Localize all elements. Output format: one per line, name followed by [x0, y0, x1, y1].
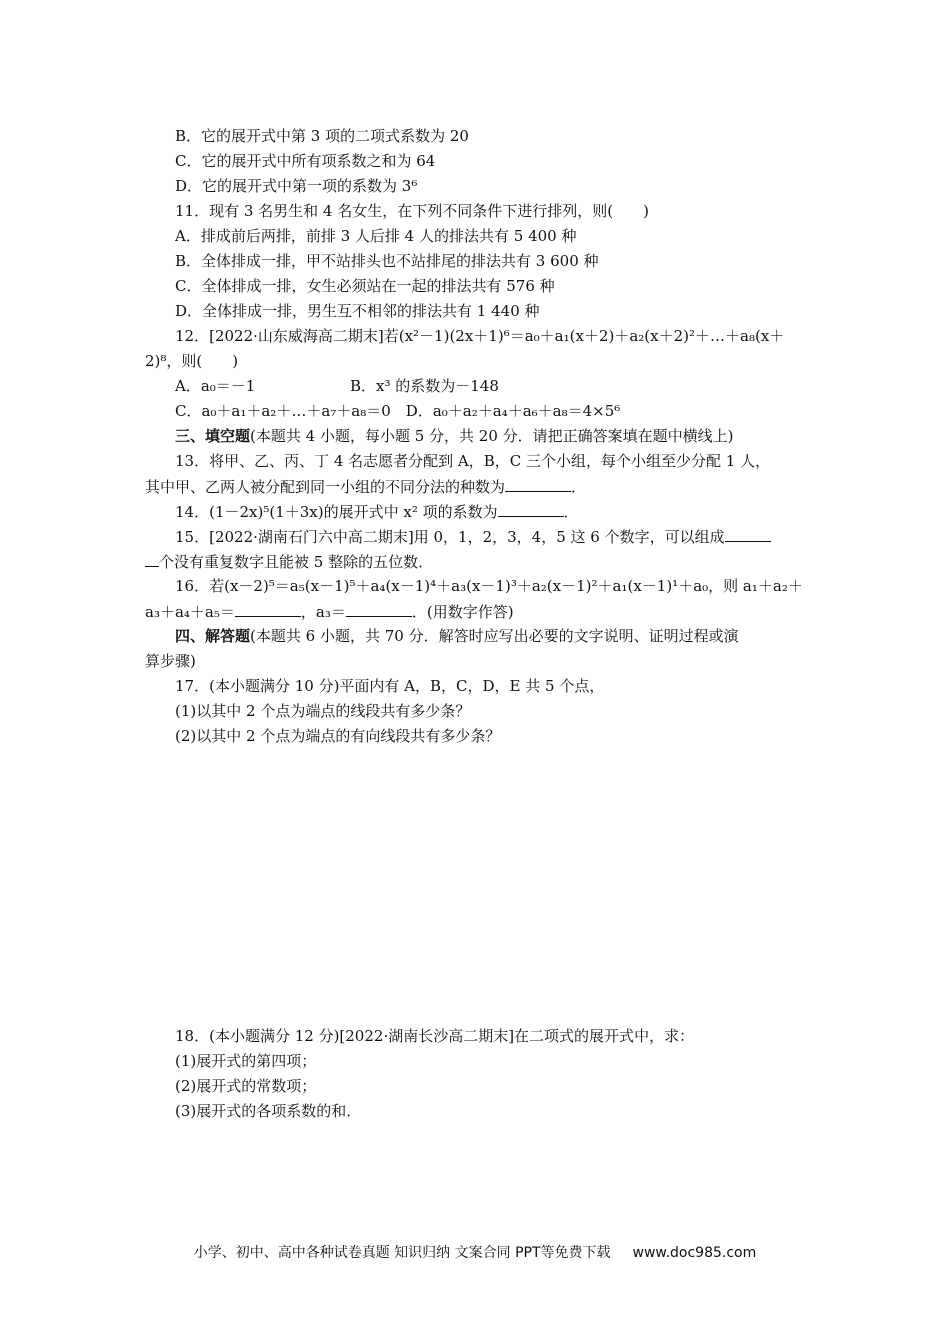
- q13-answer-blank: [505, 476, 571, 492]
- q16-answer-blank-2: [346, 601, 412, 617]
- q18-part2: (2)展开式的常数项；: [175, 1077, 317, 1095]
- q12-stem-line1: 12．[2022·山东威海高二期末]若(x²－1)(2x＋1)⁶＝a₀＋a₁(x＋2)＋a₂(x＋2)²＋…＋a₈(x＋: [175, 327, 785, 345]
- q17-stem: 17．(本小题满分 10 分)平面内有 A，B，C，D，E 共 5 个点，: [175, 677, 605, 695]
- q17-part1: (1)以其中 2 个点为端点的线段共有多少条？: [175, 702, 471, 720]
- q11-option-b: B．全体排成一排，甲不站排头也不站排尾的排法共有 3 600 种: [175, 252, 599, 270]
- q12-options-cd: C．a₀＋a₁＋a₂＋…＋a₇＋a₈＝0 D．a₀＋a₂＋a₄＋a₆＋a₈＝4×5⁶: [175, 402, 621, 420]
- q13-line1: 13．将甲、乙、丙、丁 4 名志愿者分配到 A，B，C 三个小组，每个小组至少分配 1 人，: [175, 452, 771, 470]
- q17-part2: (2)以其中 2 个点为端点的有向线段共有多少条？: [175, 727, 501, 745]
- q16-text-b: ，a₃＝: [300, 603, 346, 621]
- footer-site-link[interactable]: www.doc985.com: [632, 1245, 757, 1261]
- q14-answer-blank: [498, 501, 564, 517]
- q11-option-c: C．全体排成一排，女生必须站在一起的排法共有 576 种: [175, 277, 555, 295]
- q12-option-a: A．a₀＝－1: [175, 377, 256, 395]
- q12-option-b: B．x³ 的系数为－148: [350, 377, 499, 395]
- footer-text: 小学、初中、高中各种试卷真题 知识归纳 文案合同 PPT等免费下载: [193, 1245, 611, 1261]
- footer: [0, 1243, 950, 1263]
- section4-title: 四、解答题: [175, 627, 251, 645]
- q16-answer-blank-1: [235, 601, 301, 617]
- q11-stem: 11．现有 3 名男生和 4 名女生，在下列不同条件下进行排列，则( ): [175, 202, 649, 220]
- q14-end: ．: [563, 503, 579, 521]
- q15-line1: [175, 526, 855, 547]
- q16-text-a: a₃＋a₄＋a₅＝: [145, 603, 235, 621]
- q15-line2: [145, 551, 825, 572]
- q15-text-end: 个没有重复数字且能被 5 整除的五位数．: [159, 553, 434, 571]
- section3-title: 三、填空题: [175, 427, 251, 445]
- q12-options-ab: [175, 376, 855, 396]
- q18-part3: (3)展开式的各项系数的和．: [175, 1102, 362, 1120]
- q15-text: 15．[2022·湖南石门六中高二期末]用 0，1，2，3，4，5 这 6 个数字，可以组成: [175, 528, 725, 546]
- section4-desc-line2: 算步骤): [145, 652, 196, 670]
- q11-option-a: A．排成前后两排，前排 3 人后排 4 人的排法共有 5 400 种: [175, 227, 577, 245]
- q18-part1: (1)展开式的第四项；: [175, 1052, 317, 1070]
- section4-heading: [175, 626, 855, 646]
- q18-stem: 18．(本小题满分 12 分)[2022·湖南长沙高二期末]在二项式的展开式中，求：: [175, 1027, 695, 1045]
- section3-heading: [175, 426, 855, 446]
- q13-text: 其中甲、乙两人被分配到同一小组的不同分法的种数为: [145, 478, 506, 496]
- q12-stem-line2: 2)⁸，则( ): [145, 352, 239, 370]
- q14-line: [175, 501, 855, 522]
- q11-option-d: D．全体排成一排，男生互不相邻的排法共有 1 440 种: [175, 302, 540, 320]
- q10-option-c: C．它的展开式中所有项系数之和为 64: [175, 152, 436, 170]
- q15-answer-blank-end: [145, 551, 159, 567]
- q16-line1: 16．若(x－2)⁵＝a₅(x－1)⁵＋a₄(x－1)⁴＋a₃(x－1)³＋a₂(x－1)²＋a₁(x－1)¹＋a₀，则 a₁＋a₂＋: [175, 577, 803, 595]
- q16-line2: [145, 601, 825, 622]
- q15-answer-blank-start: [725, 526, 771, 542]
- section4-desc: (本题共 6 小题，共 70 分．解答时应写出必要的文字说明、证明过程或演: [250, 627, 739, 645]
- section3-desc: (本题共 4 小题，每小题 5 分，共 20 分．请把正确答案填在题中横线上): [250, 427, 734, 445]
- q13-end: ．: [571, 478, 587, 496]
- q14-text: 14．(1－2x)⁵(1＋3x)的展开式中 x² 项的系数为: [175, 503, 498, 521]
- q13-line2: [145, 476, 825, 497]
- q10-option-b: B．它的展开式中第 3 项的二项式系数为 20: [175, 127, 469, 145]
- q16-text-c: ．(用数字作答): [411, 603, 514, 621]
- q10-option-d: D．它的展开式中第一项的系数为 3⁶: [175, 177, 418, 195]
